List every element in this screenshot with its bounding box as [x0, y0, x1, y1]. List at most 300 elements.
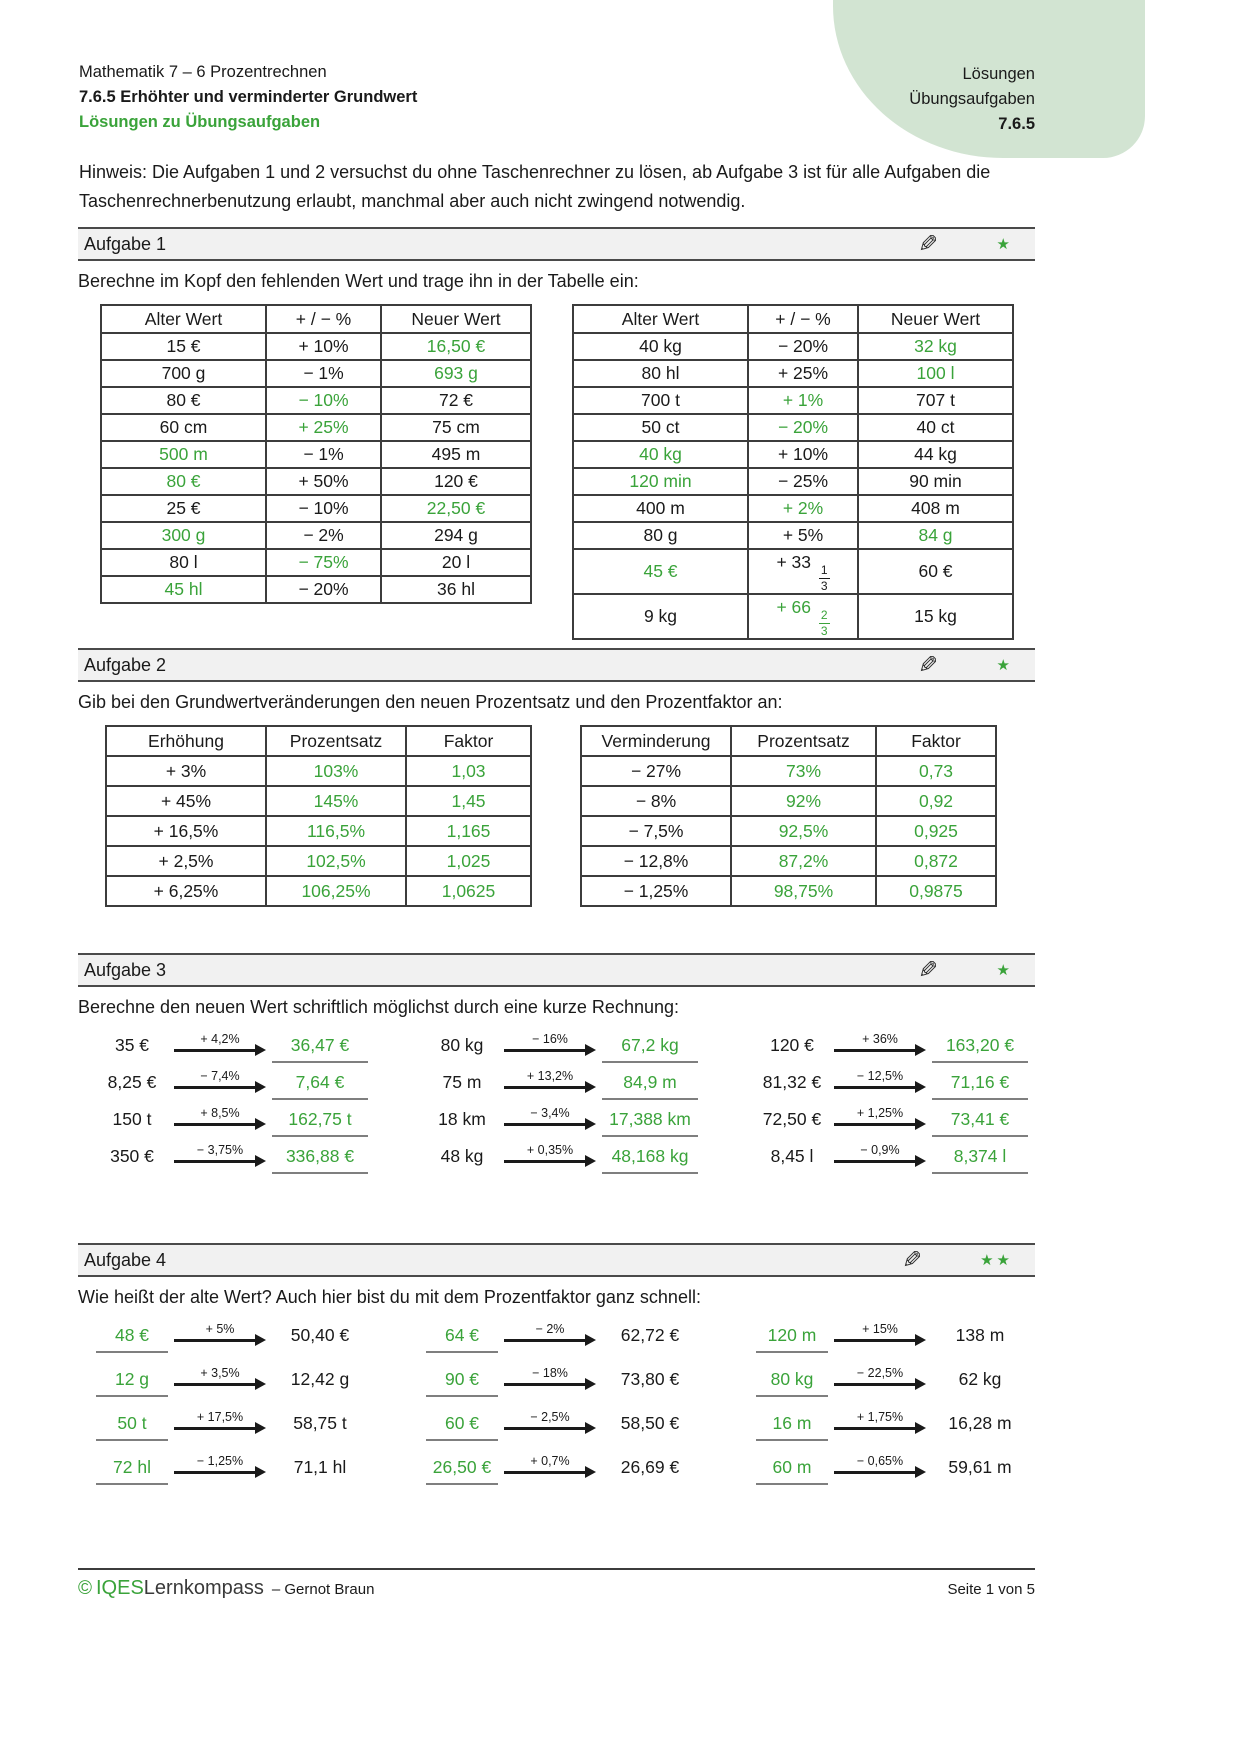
percent-arrow [174, 1410, 266, 1442]
new-value: 58,75 t [293, 1413, 347, 1433]
brand-lernkompass: Lernkompass [143, 1577, 264, 1599]
old-value: 8,25 € [107, 1072, 157, 1092]
new-value: 48,168 kg [602, 1143, 698, 1174]
table-row [573, 414, 1013, 441]
table-cell: 1,025 [406, 846, 531, 876]
task-1-section [78, 227, 1035, 640]
table-row [581, 876, 996, 906]
arrow-shaft-icon [834, 1086, 915, 1089]
percent-label: + 1,25% [856, 1106, 904, 1120]
solution-table [572, 304, 1014, 640]
table-cell: − 1% [266, 441, 381, 468]
old-value: 60 € [426, 1410, 498, 1441]
task-1-title: Aufgabe 1 [84, 233, 167, 254]
column-header: Neuer Wert [858, 305, 1013, 333]
percent-arrow [504, 1106, 596, 1138]
arrow-shaft-icon [504, 1471, 585, 1474]
new-value: 67,2 kg [602, 1032, 698, 1063]
publisher-logo [78, 1577, 264, 1600]
table-row [101, 522, 531, 549]
table-row [573, 594, 1013, 639]
table-row [101, 441, 531, 468]
table-row [573, 468, 1013, 495]
calculation-item [756, 1106, 1028, 1138]
percent-label: + 1,75% [856, 1410, 904, 1424]
table-cell: 400 m [573, 495, 748, 522]
task-3-section [78, 953, 1035, 1180]
new-value: 36,47 € [272, 1032, 368, 1063]
table-row [101, 387, 531, 414]
table-cell: 36 hl [381, 576, 531, 603]
table-row [573, 333, 1013, 360]
percent-label: + 13,2% [526, 1069, 574, 1083]
table-cell: + 45% [106, 786, 266, 816]
table-cell: 145% [266, 786, 406, 816]
table-cell: 80 g [573, 522, 748, 549]
old-value: 12 g [96, 1366, 168, 1397]
calculation-item [96, 1454, 368, 1486]
table-cell: 1,0625 [406, 876, 531, 906]
table-cell: 102,5% [266, 846, 406, 876]
table-cell: 45 € [573, 549, 748, 594]
percent-label: + 17,5% [196, 1410, 244, 1424]
table-cell: 700 t [573, 387, 748, 414]
topic-title: 7.6.5 Erhöhter und verminderter Grundwert [79, 88, 418, 106]
table-cell: 0,925 [876, 816, 996, 846]
percent-label: − 1,25% [196, 1454, 244, 1468]
table-cell: + 16,5% [106, 816, 266, 846]
calculation-item [756, 1143, 1028, 1175]
table-cell: 20 l [381, 549, 531, 576]
table-cell: − 75% [266, 549, 381, 576]
arrow-shaft-icon [174, 1471, 255, 1474]
old-value: 120 m [756, 1322, 828, 1353]
table-row [581, 816, 996, 846]
calculation-row [96, 1366, 1035, 1398]
table-cell: + 2,5% [106, 846, 266, 876]
old-value: 350 € [110, 1146, 154, 1166]
table-cell: 9 kg [573, 594, 748, 639]
table-row [573, 387, 1013, 414]
table-cell: − 10% [266, 387, 381, 414]
table-cell: − 20% [266, 576, 381, 603]
new-value: 50,40 € [290, 1325, 350, 1345]
table-cell: + 25% [266, 414, 381, 441]
new-value: 26,69 € [620, 1457, 680, 1477]
calculation-row [96, 1032, 1035, 1064]
percent-label: + 8,5% [200, 1106, 240, 1120]
percent-arrow [504, 1454, 596, 1486]
arrow-shaft-icon [504, 1339, 585, 1342]
task-4-section [78, 1243, 1035, 1498]
task-4-instruction: Wie heißt der alte Wert? Auch hier bist du mit dem Prozentfaktor ganz schnell: [78, 1287, 701, 1307]
table-cell: 72 € [381, 387, 531, 414]
calculation-item [426, 1322, 698, 1354]
task-1-instruction: Berechne im Kopf den fehlenden Wert und trage ihn in der Tabelle ein: [78, 271, 639, 291]
column-header: Neuer Wert [381, 305, 531, 333]
table-row [101, 576, 531, 603]
task-3-title: Aufgabe 3 [84, 959, 167, 980]
column-header: + / − % [266, 305, 381, 333]
new-value: 62 kg [958, 1369, 1002, 1389]
table-row [573, 441, 1013, 468]
table-cell: + 10% [266, 333, 381, 360]
arrow-shaft-icon [174, 1160, 255, 1163]
difficulty-stars: ★ [996, 657, 1013, 674]
table-cell: 22,50 € [381, 495, 531, 522]
calculation-item [756, 1322, 1028, 1354]
table-row [573, 522, 1013, 549]
percent-arrow [834, 1454, 926, 1486]
calculation-row [96, 1454, 1035, 1486]
percent-label: − 7,4% [200, 1069, 240, 1083]
table-cell: 92,5% [731, 816, 876, 846]
table-cell: + 25% [748, 360, 858, 387]
table-cell: + 33 $\frac{1}{3}$ [748, 549, 858, 594]
old-value: 80 kg [440, 1035, 484, 1055]
table-cell: + 5% [748, 522, 858, 549]
table-row [581, 756, 996, 786]
percent-label: − 0,65% [856, 1454, 904, 1468]
arrow-shaft-icon [504, 1123, 585, 1126]
old-value: 16 m [756, 1410, 828, 1441]
percent-arrow [174, 1366, 266, 1398]
fraction: $\frac{2}{3}$ [820, 608, 828, 638]
table-cell: 98,75% [731, 876, 876, 906]
solutions-subtitle: Lösungen zu Übungsaufgaben [79, 113, 321, 131]
table-cell: + 10% [748, 441, 858, 468]
table-cell: 92% [731, 786, 876, 816]
arrow-shaft-icon [174, 1123, 255, 1126]
table-cell: 120 min [573, 468, 748, 495]
pencil-icon: ✎ [918, 651, 939, 679]
old-value: 48 kg [440, 1146, 484, 1166]
new-value: 62,72 € [620, 1325, 680, 1345]
new-value: 71,1 hl [293, 1457, 347, 1477]
table-cell: − 2% [266, 522, 381, 549]
table-cell: − 10% [266, 495, 381, 522]
calculation-item [426, 1106, 698, 1138]
new-value: 138 m [955, 1325, 1005, 1345]
percent-label: + 0,35% [526, 1143, 574, 1157]
table-row [106, 876, 531, 906]
new-value: 8,374 l [932, 1143, 1028, 1174]
table-cell: 80 € [101, 387, 266, 414]
new-value: 16,28 m [948, 1413, 1012, 1433]
hint-text: Hinweis: Die Aufgaben 1 und 2 versuchst du ohne Taschenrechner zu lösen, ab Aufgabe 3 ist für alle Aufgaben die Taschenrechnerbenutzung erlaubt, manchmal aber auch nicht zwingend notwendig. [79, 162, 991, 211]
table-cell: 75 cm [381, 414, 531, 441]
old-value: 35 € [114, 1035, 150, 1055]
old-value: 48 € [96, 1322, 168, 1353]
arrow-shaft-icon [504, 1383, 585, 1386]
new-value: 17,388 km [602, 1106, 698, 1137]
table-cell: − 1% [266, 360, 381, 387]
percent-label: − 22,5% [856, 1366, 904, 1380]
new-value: 73,41 € [932, 1106, 1028, 1137]
table-cell: 80 l [101, 549, 266, 576]
table-cell: 700 g [101, 360, 266, 387]
table-cell: − 25% [748, 468, 858, 495]
table-cell: 73% [731, 756, 876, 786]
header-losungen: Lösungen [962, 65, 1035, 83]
old-value: 150 t [112, 1109, 152, 1129]
calculation-item [426, 1410, 698, 1442]
table-cell: 16,50 € [381, 333, 531, 360]
arrow-shaft-icon [174, 1383, 255, 1386]
calculation-item [96, 1106, 368, 1138]
percent-arrow [174, 1322, 266, 1354]
percent-arrow [834, 1069, 926, 1101]
arrow-shaft-icon [834, 1383, 915, 1386]
table-cell: + 6,25% [106, 876, 266, 906]
difficulty-stars: ★★ [980, 1252, 1013, 1269]
task-4-bar [78, 1243, 1035, 1277]
table-row [101, 360, 531, 387]
percent-arrow [504, 1410, 596, 1442]
percent-label: − 16% [532, 1032, 568, 1046]
table-cell: 87,2% [731, 846, 876, 876]
task-2-table-left [105, 725, 532, 907]
task-2-title: Aufgabe 2 [84, 654, 167, 675]
new-value: 162,75 t [272, 1106, 368, 1137]
table-cell: 80 € [101, 468, 266, 495]
calculation-item [426, 1069, 698, 1101]
calculation-item [756, 1366, 1028, 1398]
table-cell: + 50% [266, 468, 381, 495]
table-cell: 408 m [858, 495, 1013, 522]
calculation-item [756, 1410, 1028, 1442]
table-cell: 25 € [101, 495, 266, 522]
percent-arrow [834, 1322, 926, 1354]
table-cell: 40 kg [573, 333, 748, 360]
column-header: Prozentsatz [731, 726, 876, 756]
percent-label: + 5% [205, 1322, 235, 1336]
table-cell: 50 ct [573, 414, 748, 441]
calculation-item [96, 1410, 368, 1442]
table-row [101, 468, 531, 495]
calculation-item [96, 1143, 368, 1175]
header-right [909, 62, 1035, 137]
solution-table [100, 304, 532, 604]
table-cell: − 7,5% [581, 816, 731, 846]
table-row [106, 816, 531, 846]
table-row [101, 333, 531, 360]
percent-arrow [174, 1069, 266, 1101]
percent-label: + 3,5% [200, 1366, 240, 1380]
percent-label: − 12,5% [856, 1069, 904, 1083]
table-cell: − 27% [581, 756, 731, 786]
percent-arrow [504, 1032, 596, 1064]
old-value: 18 km [438, 1109, 486, 1129]
task-3-calculations [78, 1032, 1035, 1175]
old-value: 50 t [96, 1410, 168, 1441]
new-value: 336,88 € [272, 1143, 368, 1174]
table-cell: 294 g [381, 522, 531, 549]
calculation-item [96, 1322, 368, 1354]
percent-arrow [834, 1106, 926, 1138]
table-row [101, 495, 531, 522]
brand-iqes: IQES [96, 1577, 144, 1599]
table-row [106, 786, 531, 816]
task-3-bar [78, 953, 1035, 987]
header-section-number: 7.6.5 [998, 115, 1035, 133]
table-row [106, 846, 531, 876]
arrow-shaft-icon [504, 1086, 585, 1089]
old-value: 64 € [426, 1322, 498, 1353]
arrow-shaft-icon [504, 1049, 585, 1052]
table-cell: 300 g [101, 522, 266, 549]
table-cell: − 20% [748, 414, 858, 441]
old-value: 8,45 l [770, 1146, 814, 1166]
page-footer [78, 1568, 1035, 1600]
percent-arrow [174, 1106, 266, 1138]
arrow-shaft-icon [834, 1123, 915, 1126]
calculation-item [96, 1032, 368, 1064]
calculation-item [96, 1069, 368, 1101]
percent-arrow [504, 1366, 596, 1398]
calculation-item [426, 1454, 698, 1486]
difficulty-stars: ★ [996, 962, 1013, 979]
column-header: Alter Wert [101, 305, 266, 333]
percent-label: + 15% [862, 1322, 898, 1336]
table-cell: 0,92 [876, 786, 996, 816]
table-row [573, 549, 1013, 594]
table-cell: − 1,25% [581, 876, 731, 906]
header-uebungsaufgaben: Übungsaufgaben [909, 90, 1035, 108]
table-cell: 44 kg [858, 441, 1013, 468]
table-cell: 100 l [858, 360, 1013, 387]
pencil-icon: ✎ [918, 230, 939, 258]
new-value: 12,42 g [290, 1369, 350, 1389]
column-header: Faktor [406, 726, 531, 756]
copyright-icon: © [78, 1578, 92, 1599]
calculation-row [96, 1106, 1035, 1138]
course-title: Mathematik 7 – 6 Prozentrechnen [79, 63, 327, 81]
calculation-item [756, 1454, 1028, 1486]
old-value: 26,50 € [426, 1454, 498, 1485]
table-cell: 15 kg [858, 594, 1013, 639]
percent-arrow [174, 1032, 266, 1064]
table-row [581, 786, 996, 816]
table-cell: 32 kg [858, 333, 1013, 360]
percent-arrow [174, 1454, 266, 1486]
calculation-row [96, 1322, 1035, 1354]
table-cell: 1,45 [406, 786, 531, 816]
old-value: 72 hl [96, 1454, 168, 1485]
table-row [101, 414, 531, 441]
percent-arrow [504, 1143, 596, 1175]
difficulty-stars: ★ [996, 236, 1013, 253]
table-cell: 40 ct [858, 414, 1013, 441]
arrow-shaft-icon [504, 1427, 585, 1430]
new-value: 73,80 € [620, 1369, 680, 1389]
table-cell: 0,9875 [876, 876, 996, 906]
arrow-shaft-icon [174, 1427, 255, 1430]
percent-arrow [174, 1143, 266, 1175]
percent-label: − 3,4% [530, 1106, 570, 1120]
arrow-shaft-icon [834, 1471, 915, 1474]
table-cell: 120 € [381, 468, 531, 495]
percent-arrow [834, 1032, 926, 1064]
old-value: 80 kg [756, 1366, 828, 1397]
arrow-shaft-icon [174, 1049, 255, 1052]
percent-arrow [834, 1366, 926, 1398]
old-value: 81,32 € [762, 1072, 822, 1092]
table-cell: + 66 $\frac{2}{3}$ [748, 594, 858, 639]
task-4-title: Aufgabe 4 [84, 1249, 167, 1270]
calculation-row [96, 1069, 1035, 1101]
table-cell: − 8% [581, 786, 731, 816]
calculation-item [426, 1032, 698, 1064]
calculation-item [756, 1032, 1028, 1064]
percent-label: − 18% [532, 1366, 568, 1380]
calculation-row [96, 1143, 1035, 1175]
percent-label: − 2% [535, 1322, 565, 1336]
table-row [581, 846, 996, 876]
table-cell: 707 t [858, 387, 1013, 414]
table-row [106, 756, 531, 786]
calculation-item [96, 1366, 368, 1398]
percent-label: + 0,7% [530, 1454, 570, 1468]
task-1-table-left [100, 304, 532, 640]
table-cell: + 1% [748, 387, 858, 414]
percent-label: − 2,5% [530, 1410, 570, 1424]
percent-label: + 4,2% [200, 1032, 240, 1046]
table-row [101, 549, 531, 576]
header-left [79, 60, 417, 135]
page-number: Seite 1 von 5 [947, 1581, 1035, 1598]
pencil-icon: ✎ [901, 1246, 923, 1274]
column-header: Verminderung [581, 726, 731, 756]
fraction: $\frac{1}{3}$ [820, 563, 828, 593]
task-1-bar [78, 227, 1035, 261]
old-value: 60 m [756, 1454, 828, 1485]
table-cell: 103% [266, 756, 406, 786]
column-header: Erhöhung [106, 726, 266, 756]
old-value: 90 € [426, 1366, 498, 1397]
column-header: + / − % [748, 305, 858, 333]
task-2-instruction: Gib bei den Grundwertveränderungen den neuen Prozentsatz und den Prozentfaktor an: [78, 692, 783, 712]
solution-table [580, 725, 997, 907]
arrow-shaft-icon [834, 1160, 915, 1163]
task-3-instruction: Berechne den neuen Wert schriftlich möglichst durch eine kurze Rechnung: [78, 997, 679, 1017]
table-row [573, 495, 1013, 522]
calculation-row [96, 1410, 1035, 1442]
table-cell: + 3% [106, 756, 266, 786]
new-value: 58,50 € [620, 1413, 680, 1433]
table-cell: 45 hl [101, 576, 266, 603]
table-cell: 60 € [858, 549, 1013, 594]
percent-arrow [504, 1069, 596, 1101]
table-row [573, 360, 1013, 387]
table-cell: 0,872 [876, 846, 996, 876]
task-2-section [78, 648, 1035, 907]
task-2-table-right [580, 725, 997, 907]
arrow-shaft-icon [504, 1160, 585, 1163]
arrow-shaft-icon [174, 1339, 255, 1342]
table-cell: 116,5% [266, 816, 406, 846]
old-value: 72,50 € [762, 1109, 822, 1129]
solution-table [105, 725, 532, 907]
arrow-shaft-icon [834, 1339, 915, 1342]
table-cell: − 12,8% [581, 846, 731, 876]
new-value: 71,16 € [932, 1069, 1028, 1100]
old-value: 120 € [770, 1035, 814, 1055]
table-cell: 1,03 [406, 756, 531, 786]
table-cell: 0,73 [876, 756, 996, 786]
calculation-item [426, 1143, 698, 1175]
column-header: Alter Wert [573, 305, 748, 333]
